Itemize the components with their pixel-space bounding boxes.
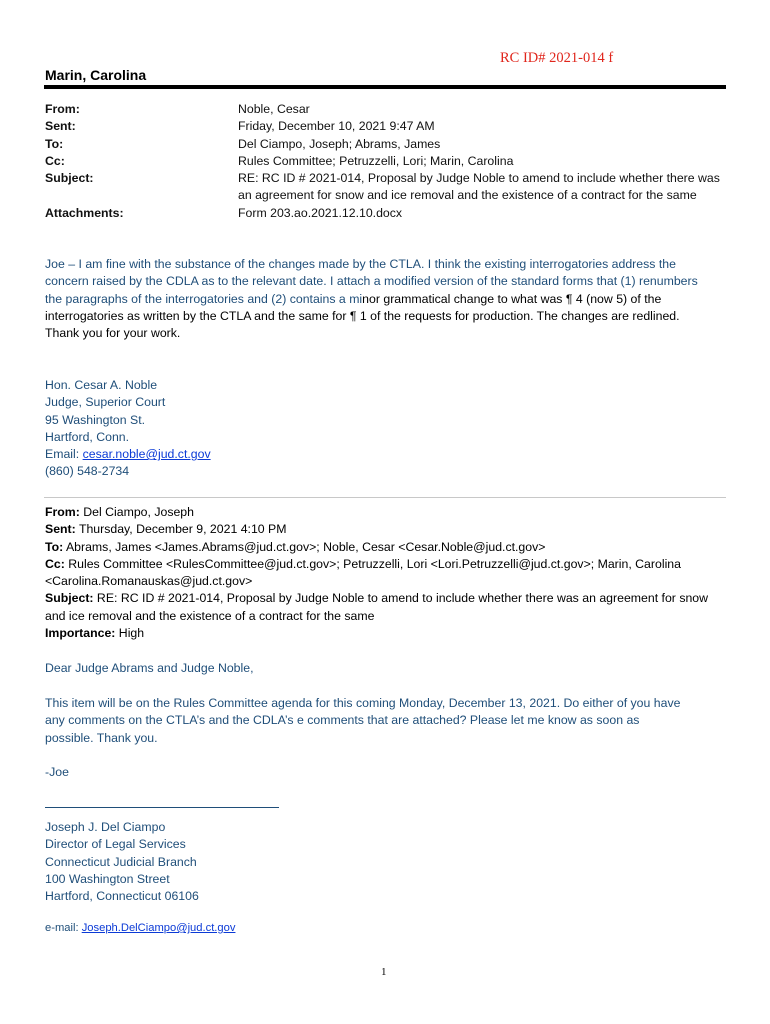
header-divider [44,85,726,89]
attachment-file[interactable]: Form 203.ao.2021.12.10.docx [238,205,403,220]
fwd-importance-value: High [115,626,145,641]
fwd-importance-row [45,625,735,642]
noble-signature [45,377,211,481]
signature-email-link[interactable]: cesar.noble@jud.ct.gov [82,447,211,462]
signature-phone: (860) 548-2734 [45,464,130,479]
fwd-subject-continuation: and ice removal and the existence of a contract for the same [45,608,375,623]
fwd-from-row [45,504,735,521]
fwd-subject-row [45,590,735,607]
forwarded-header [45,504,735,642]
from-value: Noble, Cesar [238,102,310,116]
reply-body [45,256,735,342]
signature-separator [45,807,279,808]
forwarded-body [45,695,735,747]
fwd-sent-row [45,521,735,538]
signature-street: 95 Washington St. [45,412,146,427]
subject-line-2: an agreement for snow and ice removal and the existence of a contract for the same [238,188,697,203]
fwd-to-row [45,539,735,556]
signature-title: Director of Legal Services [45,837,186,852]
fwd-cc-value: Rules Committee <RulesCommittee@jud.ct.gov>; Petruzzelli, Lori <Lori.Petruzzelli@jud.ct.gov>; Marin, Carolina [64,556,681,571]
page-number: 1 [381,966,387,978]
attachments-label: Attachments: [45,205,124,220]
reply-line: Thank you for your work. [45,326,181,341]
signature-name: Hon. Cesar A. Noble [45,378,158,392]
email-header [45,101,735,222]
fwd-cc-row [45,556,735,573]
header-subject-row [45,170,735,205]
header-cc-row [45,153,735,170]
subject-value [238,170,735,205]
fwd-sent-label: Sent: [45,522,76,537]
reply-line: Joe – I am fine with the substance of the changes made by the CTLA. I think the existing interrogatories address the [45,257,676,271]
mailbox-owner: Marin, Carolina [45,67,147,83]
reply-line: interrogatories as written by the CTLA and the same for ¶ 1 of the requests for production. The changes are redlined. [45,308,680,323]
fwd-cc-continuation: <Carolina.Romanauskas@jud.ct.gov> [45,574,253,589]
cc-value: Rules Committee; Petruzzelli, Lori; Marin, Carolina [238,153,514,168]
rc-id-stamp: RC ID# 2021-014 f [500,50,614,66]
signature-title: Judge, Superior Court [45,395,166,410]
reply-line-part-black: nor grammatical change to what was ¶ 4 (now 5) of the [362,291,662,306]
header-attachments-row [45,205,735,222]
email-link[interactable]: Joseph.DelCiampo@jud.ct.gov [81,922,236,934]
email-label: e-mail: [45,922,82,934]
header-sent-row [45,118,735,135]
fwd-sent-value: Thursday, December 9, 2021 4:10 PM [75,522,287,537]
fwd-subject-value: RE: RC ID # 2021-014, Proposal by Judge Noble to amend to include whether there was an agreement for snow [93,591,709,606]
fwd-subject-label: Subject: [45,591,94,606]
signature-email-label: Email: [45,447,83,462]
message-divider [44,497,726,498]
signature-city: Hartford, Connecticut 06106 [45,889,199,904]
subject-label: Subject: [45,171,94,186]
to-label: To: [45,136,64,151]
sent-label: Sent: [45,119,76,134]
fwd-from-label: From: [45,505,80,519]
reply-line-part-blue: the paragraphs of the interrogatories and (2) contains a mi [45,291,363,306]
reply-line [45,291,735,308]
forwarded-line: any comments on the CTLA’s and the CDLA’s e comments that are attached? Please let me know as soon as [45,713,640,728]
header-to-row [45,136,735,153]
fwd-to-value: Abrams, James <James.Abrams@jud.ct.gov>; Noble, Cesar <Cesar.Noble@jud.ct.gov> [63,539,546,554]
fwd-from-value: Del Ciampo, Joseph [79,505,194,519]
delciampo-signature [45,819,199,905]
reply-line: concern raised by the CDLA as to the relevant date. I attach a modified version of the standard forms that (1) renumbers [45,274,698,289]
greeting: Dear Judge Abrams and Judge Noble, [45,661,254,675]
sent-value: Friday, December 10, 2021 9:47 AM [238,119,435,134]
signoff: -Joe [45,765,69,779]
signature-city: Hartford, Conn. [45,429,130,444]
header-from-row [45,101,735,118]
forwarded-line: This item will be on the Rules Committee agenda for this coming Monday, December 13, 2021. Do either of you have [45,696,681,710]
cc-label: Cc: [45,153,65,168]
subject-line-1: RE: RC ID # 2021-014, Proposal by Judge Noble to amend to include whether there was [238,171,720,186]
signature-name: Joseph J. Del Ciampo [45,820,166,834]
signature-email-row [45,446,211,463]
fwd-importance-label: Importance: [45,626,116,641]
fwd-to-label: To: [45,539,64,554]
signature-street: 100 Washington Street [45,871,170,886]
forwarded-line: possible. Thank you. [45,730,158,745]
fwd-cc-label: Cc: [45,556,65,571]
from-label: From: [45,102,80,116]
signature-org: Connecticut Judicial Branch [45,854,197,869]
delciampo-email-row [45,922,235,934]
to-value: Del Ciampo, Joseph; Abrams, James [238,136,441,151]
